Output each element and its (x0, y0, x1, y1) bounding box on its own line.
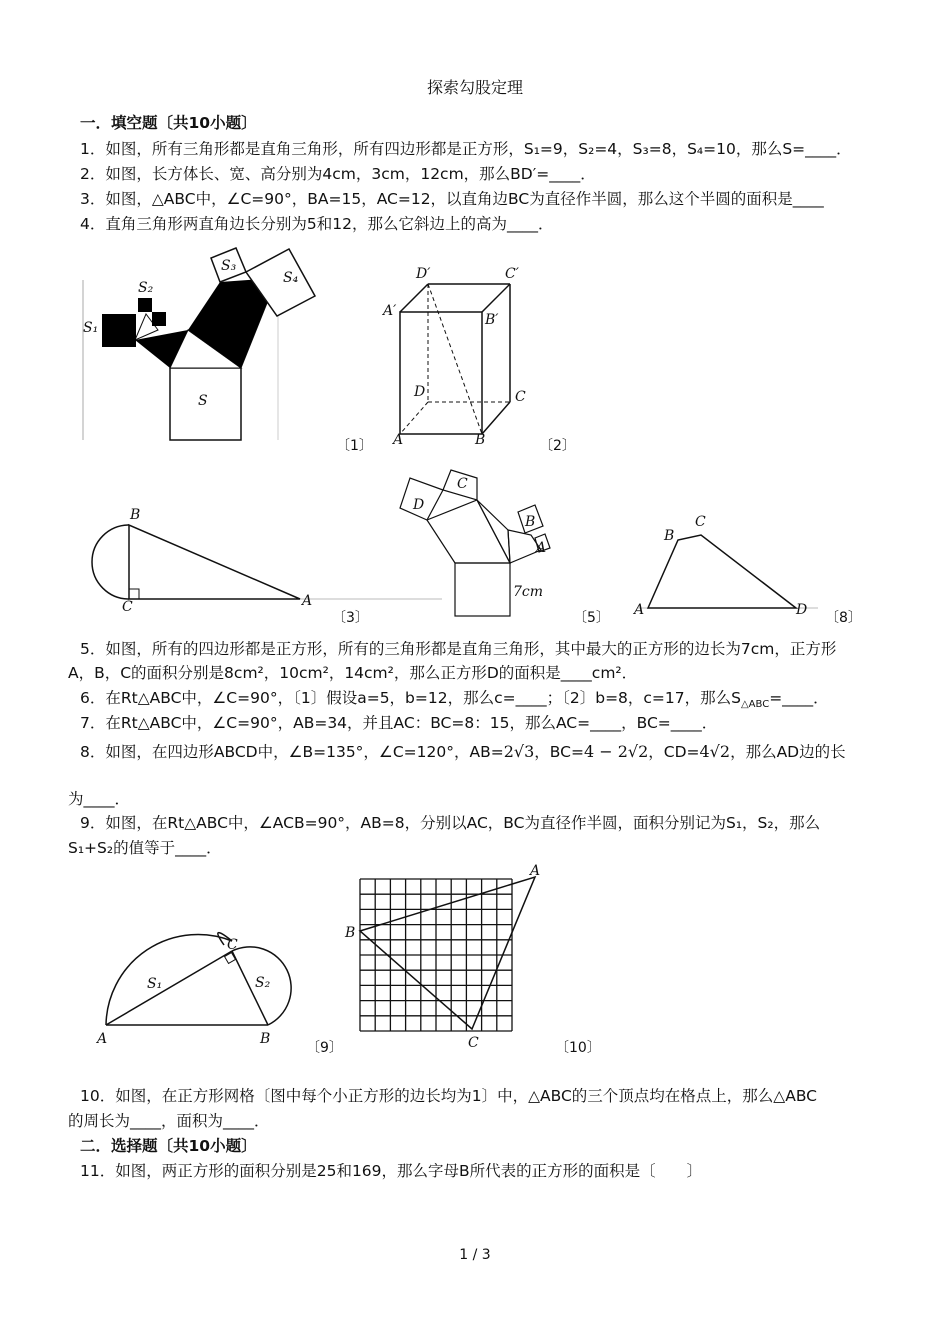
fig2-label-d-prime: D′ (416, 266, 431, 282)
fig2-label-b-prime: B′ (485, 312, 499, 328)
fig2-label-d: D (414, 384, 426, 400)
fig1-label-s2: S₂ (138, 280, 154, 296)
fig2-label-b: B (475, 432, 486, 448)
fig8-label-c: C (695, 514, 706, 530)
fig5-label-a: A (536, 540, 547, 556)
question-8-text-c: ，CD= (648, 743, 700, 761)
fig1-label-s1: S₁ (83, 320, 99, 336)
figure-8-quadrilateral (628, 510, 828, 620)
question-8-text-b: ，BC= (534, 743, 584, 761)
figure-5-pythagoras-tree (395, 460, 565, 620)
fig5-label-b: B (525, 514, 536, 530)
question-8-radical-ab: 2√3 (503, 742, 535, 761)
section-heading-fill-blank: 一．填空题〔共10小题〕 (80, 114, 257, 132)
question-5-line-2: A，B，C的面积分别是8cm²，10cm²，14cm²，那么正方形D的面积是____cm²． (68, 664, 638, 682)
figure-10-grid-triangle (340, 865, 550, 1050)
question-8-text-a: 8．如图，在四边形ABCD中，∠B=135°，∠C=120°，AB= (80, 743, 504, 761)
fig5-label-c: C (457, 476, 468, 492)
fig1-label-s3: S₃ (221, 258, 237, 274)
question-8 (80, 740, 846, 762)
fig8-label-d: D (796, 602, 808, 618)
fig8-label-a: A (634, 602, 645, 618)
fig3-label-a: A (302, 593, 313, 609)
figure-9-caption: 〔9〕 (306, 1040, 343, 1056)
fig5-label-d: D (413, 497, 425, 513)
question-10-line-1: 10．如图，在正方形网格〔图中每个小正方形的边长均为1〕中，△ABC的三个顶点均在格点上，那么△ABC (80, 1087, 818, 1105)
fig2-label-c: C (515, 389, 526, 405)
question-9-line-2: S₁+S₂的值等于____． (68, 839, 222, 857)
fig1-label-s4: S₄ (283, 270, 299, 286)
figure-8-caption: 〔8〕 (825, 610, 862, 626)
figure-2-cuboid (380, 262, 540, 447)
fig2-label-a: A (393, 432, 404, 448)
fig9-label-s2: S₂ (255, 975, 271, 991)
question-5-line-1: 5．如图，所有的四边形都是正方形，所有的三角形都是直角三角形，其中最大的正方形的边长为7cm，正方形 (80, 640, 837, 658)
question-8-text-d: ，那么AD边的长 (730, 743, 846, 761)
fig2-label-c-prime: C′ (505, 266, 519, 282)
fig10-label-b: B (345, 925, 356, 941)
fig9-label-b: B (260, 1031, 271, 1047)
question-6 (80, 686, 829, 710)
question-8-continued: 为____． (68, 790, 131, 808)
fig3-label-c: C (122, 599, 133, 615)
fig10-label-c: C (468, 1035, 479, 1051)
fig5-label-7cm: 7cm (513, 584, 544, 600)
fig9-label-s1: S₁ (147, 976, 163, 992)
question-11: 11．如图，两正方形的面积分别是25和169，那么字母B所代表的正方形的面积是〔 〕 (80, 1162, 703, 1180)
fig3-label-b: B (130, 507, 141, 523)
question-7: 7．在Rt△ABC中，∠C=90°，AB=34，并且AC：BC=8：15，那么AC=____，BC=____． (80, 714, 718, 732)
fig10-label-a: A (530, 863, 541, 879)
section-heading-multiple-choice: 二．选择题〔共10小题〕 (80, 1137, 257, 1155)
fig1-label-s: S (198, 393, 208, 409)
question-3: 3．如图，△ABC中，∠C=90°，BA=15，AC=12，以直角边BC为直径作半圆，那么这个半圆的面积是____ (80, 190, 824, 208)
question-6-text-a: 6．在Rt△ABC中，∠C=90°，〔1〕假设a=5，b=12，那么c=____；〔2〕b=8，c=17，那么S (80, 689, 741, 707)
document-title: 探索勾股定理 (426, 78, 523, 97)
fig2-label-a-prime: A′ (383, 303, 397, 319)
question-4: 4．直角三角形两直角边长分别为5和12，那么它斜边上的高为____． (80, 215, 554, 233)
figure-3-triangle-semicircle (92, 505, 332, 615)
page-number: 1 / 3 (459, 1247, 491, 1263)
figure-1-caption: 〔1〕 (336, 438, 373, 454)
question-9-line-1: 9．如图，在Rt△ABC中，∠ACB=90°，AB=8，分别以AC，BC为直径作半圆，面积分别记为S₁，S₂，那么 (80, 814, 821, 832)
fig9-label-a: A (97, 1031, 108, 1047)
question-8-radical-bc: 4 − 2√2 (583, 742, 649, 761)
question-6-text-b: =____． (769, 689, 829, 707)
figure-9-two-semicircles (92, 905, 312, 1055)
question-8-radical-cd: 4√2 (699, 742, 731, 761)
figure-10-caption: 〔10〕 (555, 1040, 601, 1056)
figure-1-squares (78, 240, 348, 450)
question-6-subscript: △ABC (740, 699, 770, 711)
question-2: 2．如图，长方体长、宽、高分别为4cm，3cm，12cm，那么BD′=____． (80, 165, 596, 183)
figure-2-caption: 〔2〕 (539, 438, 576, 454)
fig8-label-b: B (664, 528, 675, 544)
figure-3-caption: 〔3〕 (332, 610, 369, 626)
question-10-line-2: 的周长为____，面积为____． (68, 1112, 270, 1130)
figure-5-caption: 〔5〕 (573, 610, 610, 626)
question-1: 1．如图，所有三角形都是直角三角形，所有四边形都是正方形，S₁=9，S₂=4，S₃=8，S₄=10，那么S=____． (80, 140, 852, 158)
fig9-label-c: C (227, 937, 238, 953)
